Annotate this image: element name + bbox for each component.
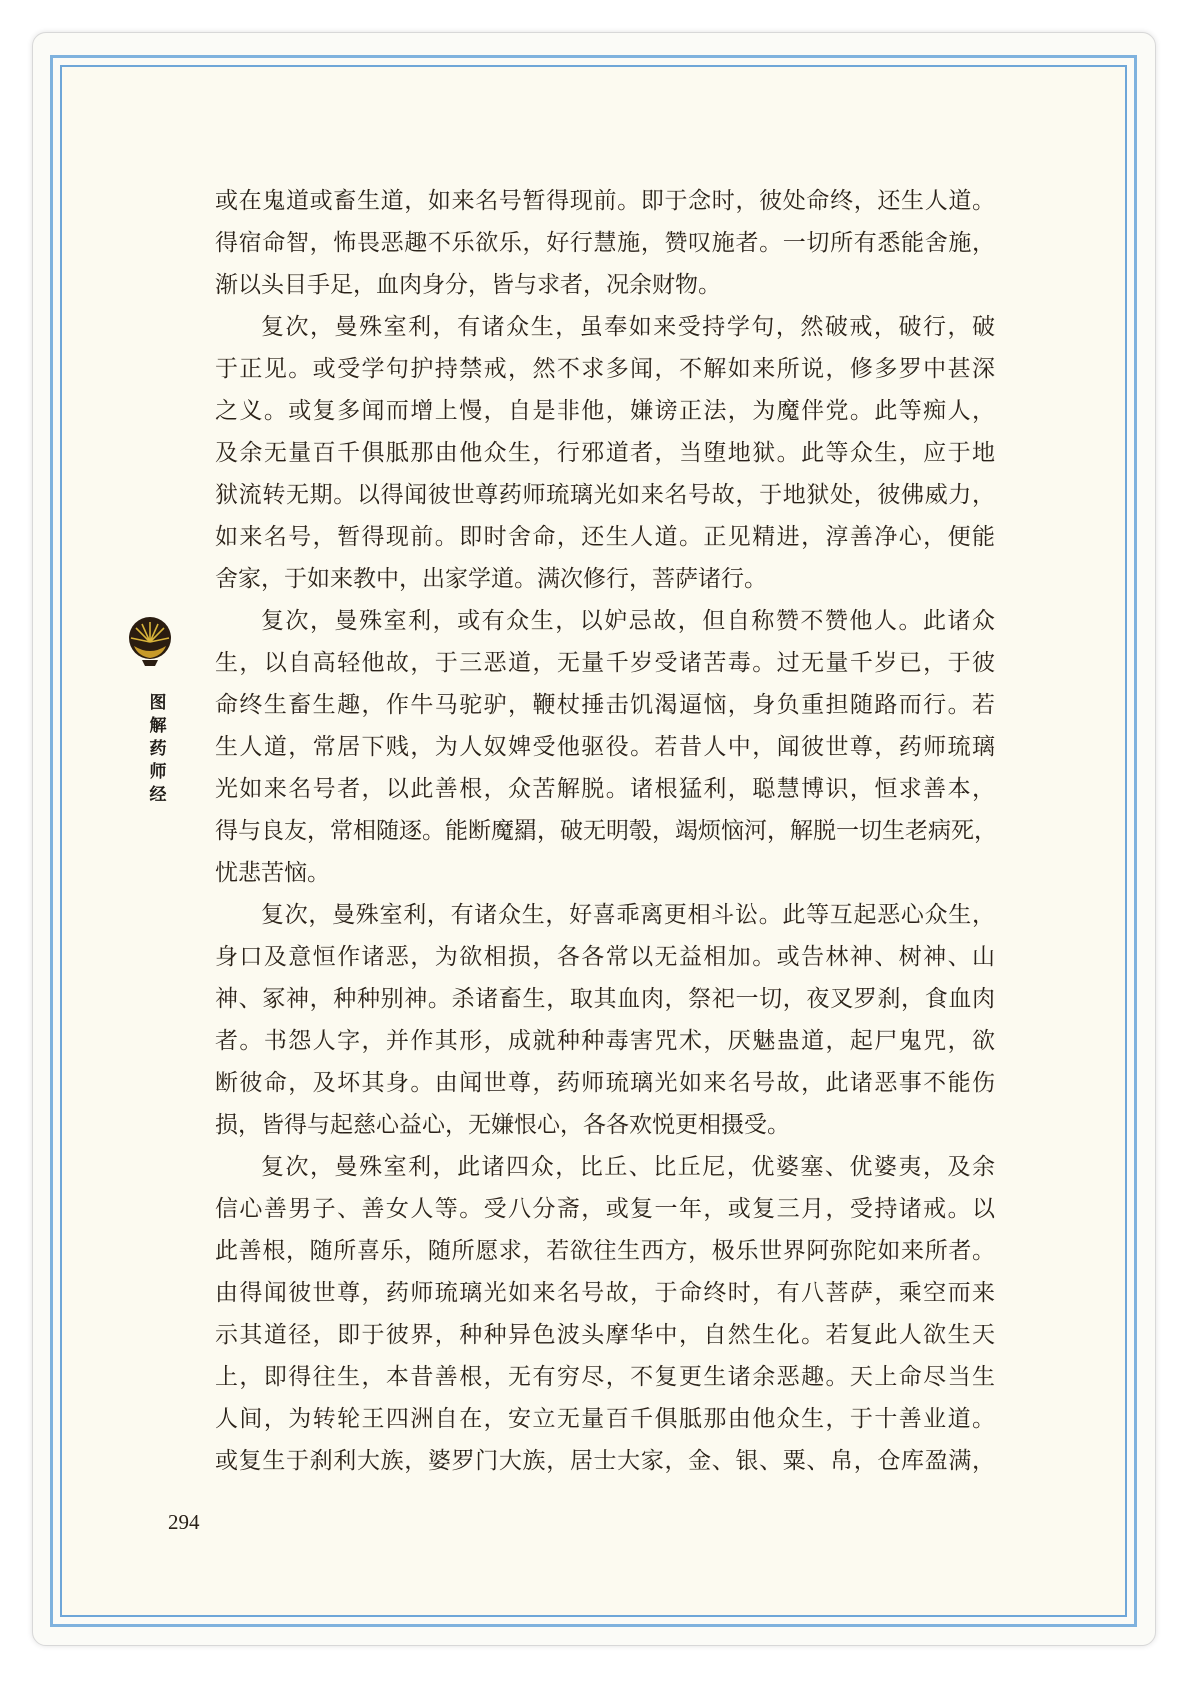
text-line: 及余无量百千俱胝那由他众生，行邪道者，当堕地狱。此等众生，应于地 xyxy=(215,440,995,466)
text-line: 者。书怨人字，并作其形，成就种种毒害咒术，厌魅蛊道，起尸鬼咒，欲 xyxy=(215,1028,995,1054)
text-line: 信心善男子、善女人等。受八分斋，或复一年，或复三月，受持诸戒。以 xyxy=(215,1196,995,1222)
lotus-emblem-icon xyxy=(122,612,178,668)
text-line: 渐以头目手足，血肉身分，皆与求者，况余财物。 xyxy=(215,272,721,298)
text-line: 得与良友，常相随逐。能断魔羂，破无明彀，竭烦恼河，解脱一切生老病死， xyxy=(215,818,997,844)
text-line: 复次，曼殊室利，有诸众生，虽奉如来受持学句，然破戒，破行，破 xyxy=(261,314,995,340)
text-line: 上，即得往生，本昔善根，无有穷尽，不复更生诸余恶趣。天上命尽当生 xyxy=(215,1364,995,1390)
side-book-title: 图 解 药 师 经 xyxy=(149,693,167,805)
text-line: 损，皆得与起慈心益心，无嫌恨心，各各欢悦更相摄受。 xyxy=(215,1112,790,1138)
text-line: 生人道，常居下贱，为人奴婢受他驱役。若昔人中，闻彼世尊，药师琉璃 xyxy=(215,734,995,760)
text-line: 于正见。或受学句护持禁戒，然不求多闻，不解如来所说，修多罗中甚深 xyxy=(215,356,995,382)
text-line: 身口及意恒作诸恶，为欲相损，各各常以无益相加。或告林神、树神、山 xyxy=(215,944,995,970)
text-line: 由得闻彼世尊，药师琉璃光如来名号故，于命终时，有八菩萨，乘空而来 xyxy=(215,1280,995,1306)
text-line: 狱流转无期。以得闻彼世尊药师琉璃光如来名号故，于地狱处，彼佛威力， xyxy=(215,482,995,508)
text-line: 命终生畜生趣，作牛马驼驴，鞭杖捶击饥渴逼恼，身负重担随路而行。若 xyxy=(215,692,995,718)
text-line: 复次，曼殊室利，有诸众生，好喜乖离更相斗讼。此等互起恶心众生， xyxy=(261,902,995,928)
text-line: 舍家，于如来教中，出家学道。满次修行，菩萨诸行。 xyxy=(215,566,767,592)
text-line: 复次，曼殊室利，此诸四众，比丘、比丘尼，优婆塞、优婆夷，及余 xyxy=(261,1154,995,1180)
page-number: 294 xyxy=(168,1510,200,1534)
text-line: 如来名号，暂得现前。即时舍命，还生人道。正见精进，淳善净心，便能 xyxy=(215,524,995,550)
text-line: 复次，曼殊室利，或有众生，以妒忌故，但自称赞不赞他人。此诸众 xyxy=(261,608,995,634)
text-line: 或在鬼道或畜生道，如来名号暂得现前。即于念时，彼处命终，还生人道。 xyxy=(215,188,995,214)
text-line: 得宿命智，怖畏恶趣不乐欲乐，好行慧施，赞叹施者。一切所有悉能舍施， xyxy=(215,230,995,256)
text-line: 或复生于刹利大族，婆罗门大族，居士大家，金、银、粟、帛，仓库盈满， xyxy=(215,1448,995,1474)
text-line: 生，以自高轻他故，于三恶道，无量千岁受诸苦毒。过无量千岁已，于彼 xyxy=(215,650,995,676)
text-line: 神、冢神，种种别神。杀诸畜生，取其血肉，祭祀一切，夜叉罗刹，食血肉 xyxy=(215,986,995,1012)
text-line: 光如来名号者，以此善根，众苦解脱。诸根猛利，聪慧博识，恒求善本， xyxy=(215,776,995,802)
text-line: 示其道径，即于彼界，种种异色波头摩华中，自然生化。若复此人欲生天 xyxy=(215,1322,995,1348)
text-line: 之义。或复多闻而增上慢，自是非他，嫌谤正法，为魔伴党。此等痴人， xyxy=(215,398,995,424)
text-line: 忧悲苦恼。 xyxy=(215,860,330,886)
text-line: 此善根，随所喜乐，随所愿求，若欲往生西方，极乐世界阿弥陀如来所者。 xyxy=(215,1238,995,1264)
scripture-text xyxy=(215,180,995,1482)
text-line: 断彼命，及坏其身。由闻世尊，药师琉璃光如来名号故，此诸恶事不能伤 xyxy=(215,1070,995,1096)
text-line: 人间，为转轮王四洲自在，安立无量百千俱胝那由他众生，于十善业道。 xyxy=(215,1406,995,1432)
